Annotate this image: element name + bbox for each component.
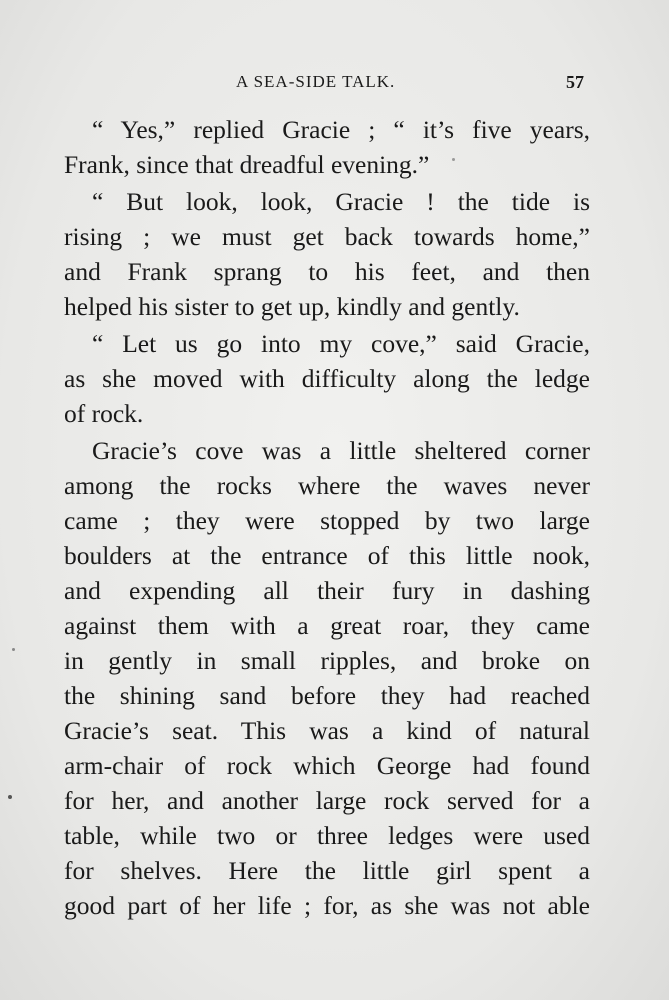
text-line: good part of her life ; for, as she was not able xyxy=(64,891,590,920)
text-line: Frank, since that dreadful evening.” xyxy=(64,150,430,179)
text-line: of rock. xyxy=(64,399,144,428)
text-line: arm-chair of rock which George had found xyxy=(64,751,590,780)
paragraph xyxy=(64,184,590,324)
text-line: “ Let us go into my cove,” said Gracie, xyxy=(92,329,590,358)
text-line: boulders at the entrance of this little nook, xyxy=(64,541,590,570)
text-line: and Frank sprang to his feet, and then xyxy=(64,257,590,286)
text-line: the shining sand before they had reached xyxy=(64,681,590,710)
text-line: “ But look, look, Gracie ! the tide is xyxy=(92,187,590,216)
text-line: among the rocks where the waves never xyxy=(64,471,590,500)
paragraph xyxy=(64,112,590,182)
body-text xyxy=(64,112,590,923)
paragraph xyxy=(64,326,590,431)
paper-speck xyxy=(452,158,455,161)
text-line: table, while two or three ledges were used xyxy=(64,821,590,850)
running-head xyxy=(0,70,669,94)
page-number: 57 xyxy=(566,72,584,92)
text-line: for shelves. Here the little girl spent a xyxy=(64,856,590,885)
text-line: against them with a great roar, they came xyxy=(64,611,590,640)
text-line: came ; they were stopped by two large xyxy=(64,506,590,535)
chapter-title: A SEA-SIDE TALK. xyxy=(236,72,396,91)
paper-speck xyxy=(8,795,12,799)
text-line: for her, and another large rock served for a xyxy=(64,786,590,815)
paper-speck xyxy=(12,648,15,651)
text-line: in gently in small ripples, and broke on xyxy=(64,646,590,675)
text-line: as she moved with difficulty along the ledge xyxy=(64,364,590,393)
text-line: and expending all their fury in dashing xyxy=(64,576,590,605)
text-line: helped his sister to get up, kindly and gently. xyxy=(64,292,520,321)
text-line: Gracie’s seat. This was a kind of natural xyxy=(64,716,590,745)
text-line: rising ; we must get back towards home,” xyxy=(64,222,590,251)
paragraph xyxy=(64,433,590,923)
text-line: Gracie’s cove was a little sheltered corner xyxy=(92,436,590,465)
text-line: “ Yes,” replied Gracie ; “ it’s five years, xyxy=(92,115,590,144)
